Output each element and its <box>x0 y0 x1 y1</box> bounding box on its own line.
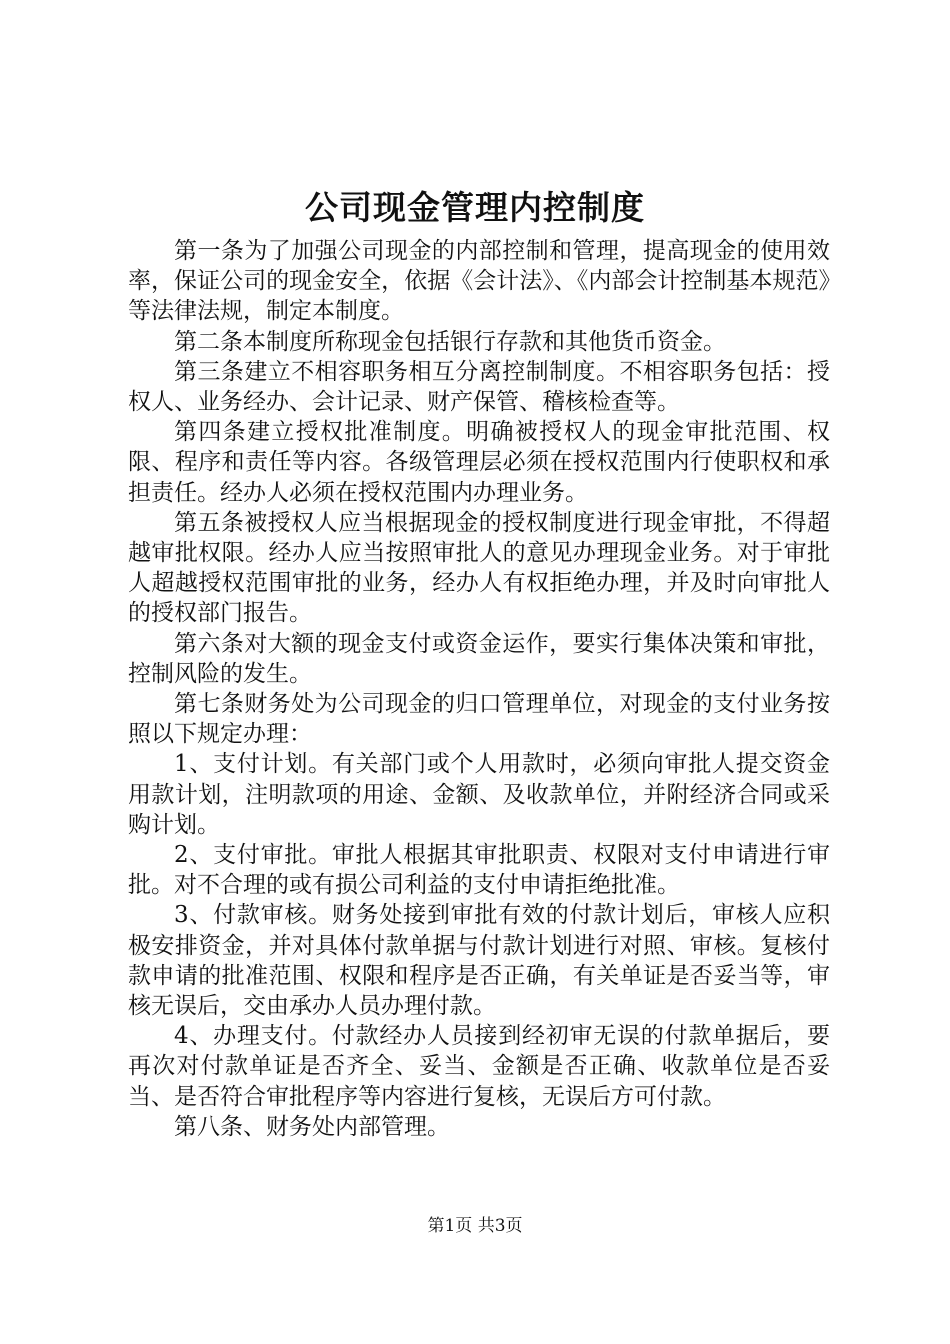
list-item-payment-processing: 4、办理支付。付款经办人员接到经初审无误的付款单据后，要再次对付款单证是否齐全、妥当、金额是否正确、收款单位是否妥当、是否符合审批程序等内容进行复核，无误后方可付款。 <box>128 1023 830 1110</box>
paragraph-article-2: 第二条本制度所称现金包括银行存款和其他货币资金。 <box>174 328 726 355</box>
paragraph-article-8: 第八条、财务处内部管理。 <box>174 1113 450 1140</box>
page-number-footer: 第1页 共3页 <box>427 1216 523 1236</box>
list-item-payment-review: 3、付款审核。财务处接到审批有效的付款计划后，审核人应积极安排资金，并对具体付款单据与付款计划进行对照、审核。复核付款申请的批准范围、权限和程序是否正确，有关单证是否妥当等，审核无误后，交由承办人员办理付款。 <box>128 902 830 1020</box>
list-item-payment-approval: 2、支付审批。审批人根据其审批职责、权限对支付申请进行审批。对不合理的或有损公司利益的支付申请拒绝批准。 <box>128 842 830 899</box>
paragraph-article-6: 第六条对大额的现金支付或资金运作，要实行集体决策和审批，控制风险的发生。 <box>128 630 830 687</box>
document-body <box>128 236 830 1142</box>
paragraph-article-4: 第四条建立授权批准制度。明确被授权人的现金审批范围、权限、程序和责任等内容。各级管理层必须在授权范围内行使职权和承担责任。经办人必须在授权范围内办理业务。 <box>128 419 830 506</box>
document-title: 公司现金管理内控制度 <box>305 188 645 227</box>
paragraph-article-5: 第五条被授权人应当根据现金的授权制度进行现金审批，不得超越审批权限。经办人应当按照审批人的意见办理现金业务。对于审批人超越授权范围审批的业务，经办人有权拒绝办理，并及时向审批人的授权部门报告。 <box>128 509 830 627</box>
paragraph-article-1: 第一条为了加强公司现金的内部控制和管理，提高现金的使用效率，保证公司的现金安全，依据《会计法》、《内部会计控制基本规范》等法律法规，制定本制度。 <box>128 238 830 325</box>
list-item-payment-plan: 1、支付计划。有关部门或个人用款时，必须向审批人提交资金用款计划，注明款项的用途、金额、及收款单位，并附经济合同或采购计划。 <box>128 751 830 838</box>
paragraph-article-3: 第三条建立不相容职务相互分离控制制度。不相容职务包括：授权人、业务经办、会计记录、财产保管、稽核检查等。 <box>128 358 830 416</box>
paragraph-article-7: 第七条财务处为公司现金的归口管理单位，对现金的支付业务按照以下规定办理： <box>128 691 830 748</box>
